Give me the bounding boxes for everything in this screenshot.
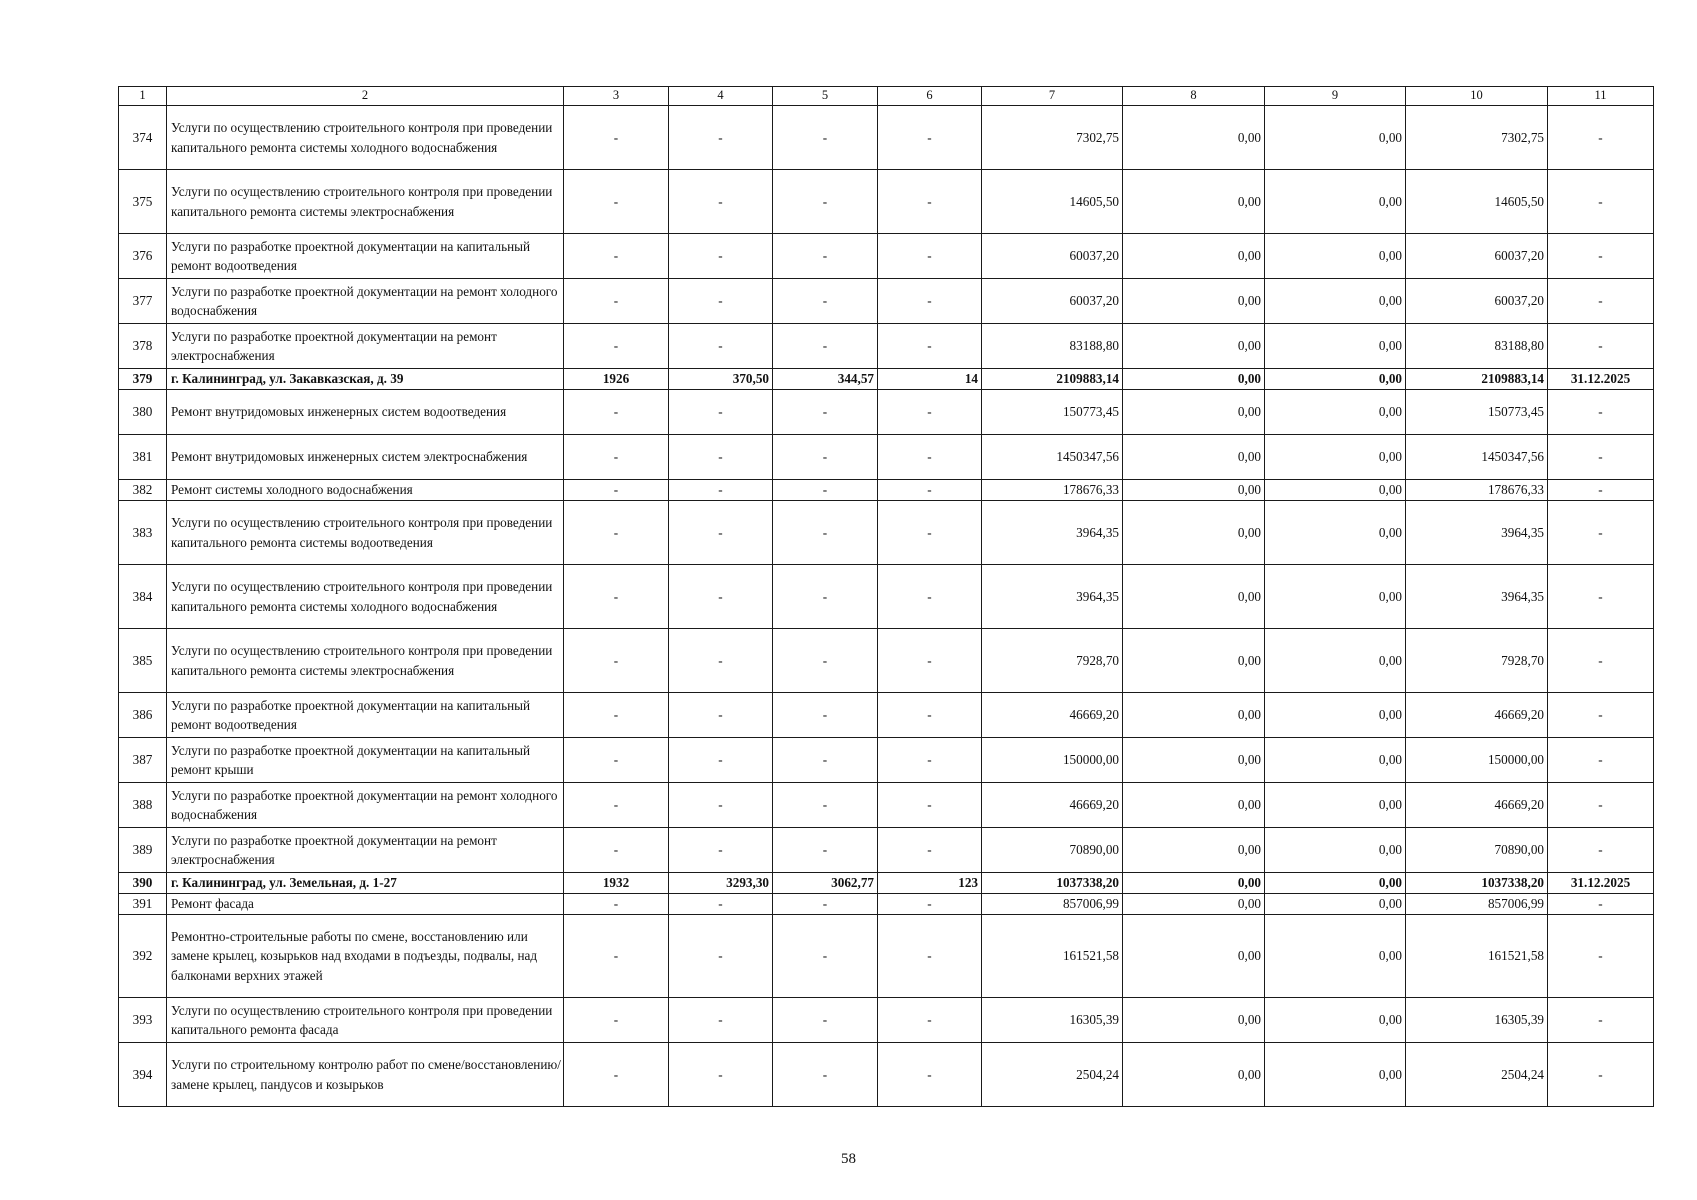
area-total-cell: - bbox=[669, 998, 773, 1043]
area-total-cell: - bbox=[669, 480, 773, 501]
residents-cell: - bbox=[878, 693, 982, 738]
cost-fund-cell: 0,00 bbox=[1123, 915, 1265, 998]
cost-fund-cell: 0,00 bbox=[1123, 369, 1265, 390]
cost-other-cell: 0,00 bbox=[1265, 1043, 1406, 1107]
cost-owners-cell: 3964,35 bbox=[1406, 565, 1548, 629]
residents-cell: - bbox=[878, 480, 982, 501]
cost-fund-cell: 0,00 bbox=[1123, 998, 1265, 1043]
area-living-cell: - bbox=[773, 390, 878, 435]
year-cell: - bbox=[564, 501, 669, 565]
description: Ремонтно-строительные работы по смене, восстановлению или замене крылец, козырьков над входами в подъезды, подвалы, над балконами верхних этажей bbox=[167, 915, 564, 998]
table-row bbox=[119, 629, 1654, 693]
year-cell: - bbox=[564, 629, 669, 693]
cost-total-cell: 3964,35 bbox=[982, 501, 1123, 565]
deadline-cell: - bbox=[1548, 106, 1654, 170]
year-cell: - bbox=[564, 390, 669, 435]
residents-cell: - bbox=[878, 324, 982, 369]
residents-cell: - bbox=[878, 1043, 982, 1107]
column-number-7: 7 bbox=[982, 87, 1123, 106]
cost-owners-cell: 46669,20 bbox=[1406, 693, 1548, 738]
cost-owners-cell: 3964,35 bbox=[1406, 501, 1548, 565]
area-total-cell: - bbox=[669, 170, 773, 234]
cost-fund-cell: 0,00 bbox=[1123, 390, 1265, 435]
cost-other-cell: 0,00 bbox=[1265, 629, 1406, 693]
row-number: 386 bbox=[119, 693, 167, 738]
row-number: 389 bbox=[119, 828, 167, 873]
description: Услуги по осуществлению строительного контроля при проведении капитального ремонта системы холодного водоснабжения bbox=[167, 106, 564, 170]
deadline-cell: - bbox=[1548, 915, 1654, 998]
cost-fund-cell: 0,00 bbox=[1123, 738, 1265, 783]
cost-owners-cell: 2504,24 bbox=[1406, 1043, 1548, 1107]
area-total-cell: - bbox=[669, 783, 773, 828]
year-cell: - bbox=[564, 828, 669, 873]
table-row bbox=[119, 693, 1654, 738]
description: Услуги по разработке проектной документации на ремонт электроснабжения bbox=[167, 828, 564, 873]
deadline-cell: - bbox=[1548, 783, 1654, 828]
cost-fund-cell: 0,00 bbox=[1123, 693, 1265, 738]
area-total-cell: - bbox=[669, 894, 773, 915]
area-total-cell: - bbox=[669, 106, 773, 170]
deadline-cell: - bbox=[1548, 693, 1654, 738]
cost-owners-cell: 1037338,20 bbox=[1406, 873, 1548, 894]
area-total-cell: 370,50 bbox=[669, 369, 773, 390]
area-living-cell: - bbox=[773, 480, 878, 501]
area-living-cell: - bbox=[773, 324, 878, 369]
area-total-cell: - bbox=[669, 390, 773, 435]
table-row bbox=[119, 390, 1654, 435]
area-living-cell: 344,57 bbox=[773, 369, 878, 390]
area-living-cell: - bbox=[773, 234, 878, 279]
deadline-cell: - bbox=[1548, 234, 1654, 279]
year-cell: - bbox=[564, 279, 669, 324]
area-living-cell: - bbox=[773, 501, 878, 565]
cost-fund-cell: 0,00 bbox=[1123, 279, 1265, 324]
cost-total-cell: 150000,00 bbox=[982, 738, 1123, 783]
cost-total-cell: 857006,99 bbox=[982, 894, 1123, 915]
row-number: 390 bbox=[119, 873, 167, 894]
residents-cell: - bbox=[878, 501, 982, 565]
deadline-cell: - bbox=[1548, 828, 1654, 873]
cost-other-cell: 0,00 bbox=[1265, 234, 1406, 279]
cost-fund-cell: 0,00 bbox=[1123, 501, 1265, 565]
description: г. Калининград, ул. Закавказская, д. 39 bbox=[167, 369, 564, 390]
column-number-4: 4 bbox=[669, 87, 773, 106]
year-cell: - bbox=[564, 170, 669, 234]
residents-cell: - bbox=[878, 828, 982, 873]
year-cell: - bbox=[564, 693, 669, 738]
row-number: 377 bbox=[119, 279, 167, 324]
year-cell: - bbox=[564, 106, 669, 170]
cost-other-cell: 0,00 bbox=[1265, 693, 1406, 738]
area-living-cell: - bbox=[773, 279, 878, 324]
description: Услуги по осуществлению строительного контроля при проведении капитального ремонта системы водоотведения bbox=[167, 501, 564, 565]
cost-other-cell: 0,00 bbox=[1265, 738, 1406, 783]
description: г. Калининград, ул. Земельная, д. 1-27 bbox=[167, 873, 564, 894]
deadline-cell: - bbox=[1548, 279, 1654, 324]
year-cell: - bbox=[564, 738, 669, 783]
row-number: 382 bbox=[119, 480, 167, 501]
column-number-8: 8 bbox=[1123, 87, 1265, 106]
cost-owners-cell: 16305,39 bbox=[1406, 998, 1548, 1043]
year-cell: - bbox=[564, 783, 669, 828]
area-living-cell: - bbox=[773, 170, 878, 234]
column-number-6: 6 bbox=[878, 87, 982, 106]
cost-total-cell: 3964,35 bbox=[982, 565, 1123, 629]
table-row bbox=[119, 915, 1654, 998]
year-cell: 1926 bbox=[564, 369, 669, 390]
cost-fund-cell: 0,00 bbox=[1123, 106, 1265, 170]
cost-total-cell: 1450347,56 bbox=[982, 435, 1123, 480]
table-row bbox=[119, 435, 1654, 480]
table-row bbox=[119, 828, 1654, 873]
row-number: 379 bbox=[119, 369, 167, 390]
year-cell: - bbox=[564, 998, 669, 1043]
table-row bbox=[119, 783, 1654, 828]
cost-fund-cell: 0,00 bbox=[1123, 629, 1265, 693]
description: Услуги по осуществлению строительного контроля при проведении капитального ремонта фасада bbox=[167, 998, 564, 1043]
year-cell: - bbox=[564, 915, 669, 998]
cost-total-cell: 14605,50 bbox=[982, 170, 1123, 234]
residents-cell: - bbox=[878, 279, 982, 324]
description: Ремонт внутридомовых инженерных систем электроснабжения bbox=[167, 435, 564, 480]
column-number-9: 9 bbox=[1265, 87, 1406, 106]
cost-owners-cell: 857006,99 bbox=[1406, 894, 1548, 915]
table-body bbox=[119, 87, 1654, 1107]
cost-fund-cell: 0,00 bbox=[1123, 894, 1265, 915]
table-row bbox=[119, 480, 1654, 501]
deadline-cell: - bbox=[1548, 170, 1654, 234]
row-number: 392 bbox=[119, 915, 167, 998]
area-total-cell: - bbox=[669, 828, 773, 873]
row-number: 380 bbox=[119, 390, 167, 435]
cost-owners-cell: 1450347,56 bbox=[1406, 435, 1548, 480]
cost-owners-cell: 14605,50 bbox=[1406, 170, 1548, 234]
column-number-11: 11 bbox=[1548, 87, 1654, 106]
cost-fund-cell: 0,00 bbox=[1123, 234, 1265, 279]
row-number: 387 bbox=[119, 738, 167, 783]
row-number: 385 bbox=[119, 629, 167, 693]
cost-other-cell: 0,00 bbox=[1265, 828, 1406, 873]
description: Ремонт фасада bbox=[167, 894, 564, 915]
description: Услуги по разработке проектной документации на ремонт холодного водоснабжения bbox=[167, 279, 564, 324]
area-total-cell: - bbox=[669, 435, 773, 480]
deadline-cell: - bbox=[1548, 435, 1654, 480]
cost-total-cell: 2109883,14 bbox=[982, 369, 1123, 390]
address-row bbox=[119, 873, 1654, 894]
year-cell: 1932 bbox=[564, 873, 669, 894]
description: Услуги по разработке проектной документации на ремонт холодного водоснабжения bbox=[167, 783, 564, 828]
cost-fund-cell: 0,00 bbox=[1123, 565, 1265, 629]
residents-cell: - bbox=[878, 170, 982, 234]
area-living-cell: - bbox=[773, 565, 878, 629]
cost-other-cell: 0,00 bbox=[1265, 279, 1406, 324]
area-total-cell: - bbox=[669, 234, 773, 279]
area-living-cell: - bbox=[773, 894, 878, 915]
area-total-cell: - bbox=[669, 324, 773, 369]
cost-owners-cell: 161521,58 bbox=[1406, 915, 1548, 998]
area-living-cell: - bbox=[773, 1043, 878, 1107]
table-row bbox=[119, 738, 1654, 783]
cost-other-cell: 0,00 bbox=[1265, 783, 1406, 828]
row-number: 393 bbox=[119, 998, 167, 1043]
description: Услуги по разработке проектной документации на капитальный ремонт крыши bbox=[167, 738, 564, 783]
cost-other-cell: 0,00 bbox=[1265, 435, 1406, 480]
year-cell: - bbox=[564, 234, 669, 279]
cost-fund-cell: 0,00 bbox=[1123, 170, 1265, 234]
cost-total-cell: 1037338,20 bbox=[982, 873, 1123, 894]
area-living-cell: 3062,77 bbox=[773, 873, 878, 894]
deadline-cell: 31.12.2025 bbox=[1548, 873, 1654, 894]
cost-other-cell: 0,00 bbox=[1265, 324, 1406, 369]
area-total-cell: - bbox=[669, 915, 773, 998]
table-row bbox=[119, 894, 1654, 915]
cost-other-cell: 0,00 bbox=[1265, 480, 1406, 501]
cost-fund-cell: 0,00 bbox=[1123, 480, 1265, 501]
table-row bbox=[119, 501, 1654, 565]
area-total-cell: - bbox=[669, 738, 773, 783]
residents-cell: - bbox=[878, 390, 982, 435]
cost-owners-cell: 2109883,14 bbox=[1406, 369, 1548, 390]
cost-owners-cell: 70890,00 bbox=[1406, 828, 1548, 873]
description: Услуги по строительному контролю работ по смене/восстановлению/замене крылец, пандусов и козырьков bbox=[167, 1043, 564, 1107]
cost-owners-cell: 7302,75 bbox=[1406, 106, 1548, 170]
area-living-cell: - bbox=[773, 783, 878, 828]
area-living-cell: - bbox=[773, 693, 878, 738]
row-number: 384 bbox=[119, 565, 167, 629]
deadline-cell: - bbox=[1548, 998, 1654, 1043]
works-table bbox=[118, 86, 1654, 1107]
description: Услуги по осуществлению строительного контроля при проведении капитального ремонта системы электроснабжения bbox=[167, 170, 564, 234]
description: Услуги по разработке проектной документации на капитальный ремонт водоотведения bbox=[167, 693, 564, 738]
description: Услуги по осуществлению строительного контроля при проведении капитального ремонта системы электроснабжения bbox=[167, 629, 564, 693]
cost-fund-cell: 0,00 bbox=[1123, 873, 1265, 894]
area-total-cell: - bbox=[669, 693, 773, 738]
cost-total-cell: 46669,20 bbox=[982, 693, 1123, 738]
area-living-cell: - bbox=[773, 998, 878, 1043]
area-total-cell: - bbox=[669, 629, 773, 693]
deadline-cell: - bbox=[1548, 629, 1654, 693]
address-row bbox=[119, 369, 1654, 390]
deadline-cell: - bbox=[1548, 894, 1654, 915]
area-living-cell: - bbox=[773, 828, 878, 873]
area-living-cell: - bbox=[773, 915, 878, 998]
row-number: 388 bbox=[119, 783, 167, 828]
cost-total-cell: 60037,20 bbox=[982, 279, 1123, 324]
cost-owners-cell: 178676,33 bbox=[1406, 480, 1548, 501]
cost-other-cell: 0,00 bbox=[1265, 915, 1406, 998]
cost-owners-cell: 150773,45 bbox=[1406, 390, 1548, 435]
residents-cell: - bbox=[878, 106, 982, 170]
cost-other-cell: 0,00 bbox=[1265, 998, 1406, 1043]
cost-total-cell: 16305,39 bbox=[982, 998, 1123, 1043]
table-row bbox=[119, 170, 1654, 234]
cost-owners-cell: 150000,00 bbox=[1406, 738, 1548, 783]
cost-fund-cell: 0,00 bbox=[1123, 324, 1265, 369]
deadline-cell: - bbox=[1548, 1043, 1654, 1107]
description: Услуги по разработке проектной документации на капитальный ремонт водоотведения bbox=[167, 234, 564, 279]
column-number-5: 5 bbox=[773, 87, 878, 106]
cost-total-cell: 70890,00 bbox=[982, 828, 1123, 873]
table-row bbox=[119, 279, 1654, 324]
area-living-cell: - bbox=[773, 738, 878, 783]
cost-owners-cell: 60037,20 bbox=[1406, 234, 1548, 279]
deadline-cell: - bbox=[1548, 480, 1654, 501]
area-total-cell: - bbox=[669, 565, 773, 629]
year-cell: - bbox=[564, 565, 669, 629]
cost-total-cell: 178676,33 bbox=[982, 480, 1123, 501]
residents-cell: - bbox=[878, 234, 982, 279]
cost-other-cell: 0,00 bbox=[1265, 894, 1406, 915]
year-cell: - bbox=[564, 435, 669, 480]
description: Услуги по разработке проектной документации на ремонт электроснабжения bbox=[167, 324, 564, 369]
cost-other-cell: 0,00 bbox=[1265, 106, 1406, 170]
cost-total-cell: 60037,20 bbox=[982, 234, 1123, 279]
residents-cell: - bbox=[878, 565, 982, 629]
description: Ремонт внутридомовых инженерных систем водоотведения bbox=[167, 390, 564, 435]
table-row bbox=[119, 1043, 1654, 1107]
cost-other-cell: 0,00 bbox=[1265, 873, 1406, 894]
cost-other-cell: 0,00 bbox=[1265, 369, 1406, 390]
row-number: 374 bbox=[119, 106, 167, 170]
row-number: 383 bbox=[119, 501, 167, 565]
row-number: 391 bbox=[119, 894, 167, 915]
area-living-cell: - bbox=[773, 629, 878, 693]
residents-cell: - bbox=[878, 738, 982, 783]
year-cell: - bbox=[564, 324, 669, 369]
cost-fund-cell: 0,00 bbox=[1123, 828, 1265, 873]
cost-fund-cell: 0,00 bbox=[1123, 783, 1265, 828]
deadline-cell: - bbox=[1548, 324, 1654, 369]
residents-cell: - bbox=[878, 783, 982, 828]
cost-total-cell: 150773,45 bbox=[982, 390, 1123, 435]
cost-owners-cell: 60037,20 bbox=[1406, 279, 1548, 324]
deadline-cell: - bbox=[1548, 390, 1654, 435]
table-row bbox=[119, 998, 1654, 1043]
table-row bbox=[119, 106, 1654, 170]
year-cell: - bbox=[564, 480, 669, 501]
cost-total-cell: 161521,58 bbox=[982, 915, 1123, 998]
cost-total-cell: 7302,75 bbox=[982, 106, 1123, 170]
table-row bbox=[119, 324, 1654, 369]
residents-cell: - bbox=[878, 894, 982, 915]
deadline-cell: - bbox=[1548, 738, 1654, 783]
row-number: 376 bbox=[119, 234, 167, 279]
cost-other-cell: 0,00 bbox=[1265, 390, 1406, 435]
column-number-3: 3 bbox=[564, 87, 669, 106]
cost-owners-cell: 46669,20 bbox=[1406, 783, 1548, 828]
area-total-cell: - bbox=[669, 501, 773, 565]
cost-owners-cell: 83188,80 bbox=[1406, 324, 1548, 369]
year-cell: - bbox=[564, 894, 669, 915]
column-number-1: 1 bbox=[119, 87, 167, 106]
area-total-cell: - bbox=[669, 279, 773, 324]
deadline-cell: - bbox=[1548, 565, 1654, 629]
area-total-cell: 3293,30 bbox=[669, 873, 773, 894]
description: Услуги по осуществлению строительного контроля при проведении капитального ремонта системы холодного водоснабжения bbox=[167, 565, 564, 629]
column-number-row bbox=[119, 87, 1654, 106]
cost-other-cell: 0,00 bbox=[1265, 501, 1406, 565]
deadline-cell: 31.12.2025 bbox=[1548, 369, 1654, 390]
residents-cell: - bbox=[878, 915, 982, 998]
cost-fund-cell: 0,00 bbox=[1123, 1043, 1265, 1107]
table-row bbox=[119, 565, 1654, 629]
row-number: 381 bbox=[119, 435, 167, 480]
column-number-10: 10 bbox=[1406, 87, 1548, 106]
cost-total-cell: 46669,20 bbox=[982, 783, 1123, 828]
deadline-cell: - bbox=[1548, 501, 1654, 565]
cost-total-cell: 83188,80 bbox=[982, 324, 1123, 369]
residents-cell: 14 bbox=[878, 369, 982, 390]
area-living-cell: - bbox=[773, 106, 878, 170]
row-number: 394 bbox=[119, 1043, 167, 1107]
cost-owners-cell: 7928,70 bbox=[1406, 629, 1548, 693]
cost-total-cell: 7928,70 bbox=[982, 629, 1123, 693]
residents-cell: - bbox=[878, 435, 982, 480]
description: Ремонт системы холодного водоснабжения bbox=[167, 480, 564, 501]
residents-cell: - bbox=[878, 629, 982, 693]
cost-other-cell: 0,00 bbox=[1265, 170, 1406, 234]
cost-other-cell: 0,00 bbox=[1265, 565, 1406, 629]
cost-fund-cell: 0,00 bbox=[1123, 435, 1265, 480]
page-number: 58 bbox=[841, 1151, 856, 1167]
area-total-cell: - bbox=[669, 1043, 773, 1107]
table-row bbox=[119, 234, 1654, 279]
residents-cell: 123 bbox=[878, 873, 982, 894]
area-living-cell: - bbox=[773, 435, 878, 480]
cost-total-cell: 2504,24 bbox=[982, 1043, 1123, 1107]
row-number: 375 bbox=[119, 170, 167, 234]
residents-cell: - bbox=[878, 998, 982, 1043]
year-cell: - bbox=[564, 1043, 669, 1107]
column-number-2: 2 bbox=[167, 87, 564, 106]
row-number: 378 bbox=[119, 324, 167, 369]
